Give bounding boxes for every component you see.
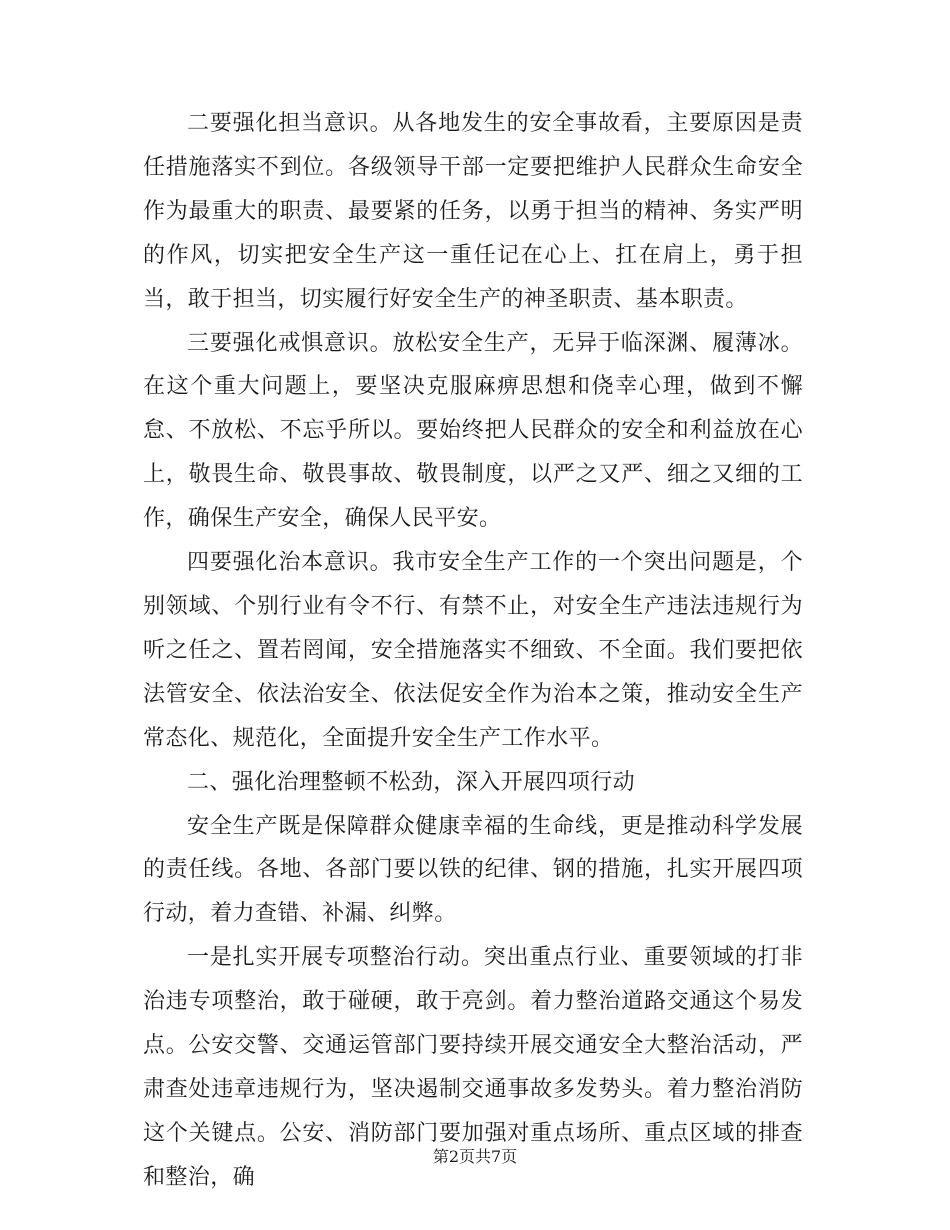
paragraph-responsibility: 二要强化担当意识。从各地发生的安全事故看，主要原因是责任措施落实不到位。各级领导干部一定要把维护人民群众生命安全作为最重大的职责、最要紧的任务，以勇于担当的精神、务实严明的作风，切实把安全生产这一重任记在心上、扛在肩上，勇于担当，敢于担当，切实履行好安全生产的神圣职责、基本职责。 bbox=[143, 111, 803, 312]
paragraph-lifeline: 安全生产既是保障群众健康幸福的生命线，更是推动科学发展的责任线。各地、各部门要以铁的纪律、钢的措施，扎实开展四项行动，着力查错、补漏、纠弊。 bbox=[143, 813, 803, 927]
document-body bbox=[143, 102, 803, 1200]
section-heading: 二、强化治理整顿不松劲，深入开展四项行动 bbox=[187, 769, 636, 795]
paragraph-special-rectification: 一是扎实开展专项整治行动。突出重点行业、重要领域的打非治违专项整治，敢于碰硬，敢于亮剑。着力整治道路交通这个易发点。公安交警、交通运管部门要持续开展交通安全大整治活动，严肃查处违章违规行为，坚决遏制交通事故多发势头。着力整治消防这个关键点。公安、消防部门要加强对重点场所、重点区域的排查和整治，确 bbox=[143, 945, 803, 1190]
paragraph-root-cause: 四要强化治本意识。我市安全生产工作的一个突出问题是，个别领域、个别行业有令不行、有禁不止，对安全生产违法违规行为听之任之、置若罔闻，安全措施落实不细致、不全面。我们要把依法管安全、依法治安全、依法促安全作为治本之策，推动安全生产常态化、规范化，全面提升安全生产工作水平。 bbox=[143, 550, 803, 751]
paragraph-vigilance: 三要强化戒惧意识。放松安全生产，无异于临深渊、履薄冰。在这个重大问题上，要坚决克服麻痹思想和侥幸心理，做到不懈怠、不放松、不忘乎所以。要始终把人民群众的安全和利益放在心上，敬畏生命、敬畏事故、敬畏制度，以严之又严、细之又细的工作，确保生产安全，确保人民平安。 bbox=[143, 330, 803, 532]
page-number-footer: 第2页共7页 bbox=[432, 1147, 518, 1166]
